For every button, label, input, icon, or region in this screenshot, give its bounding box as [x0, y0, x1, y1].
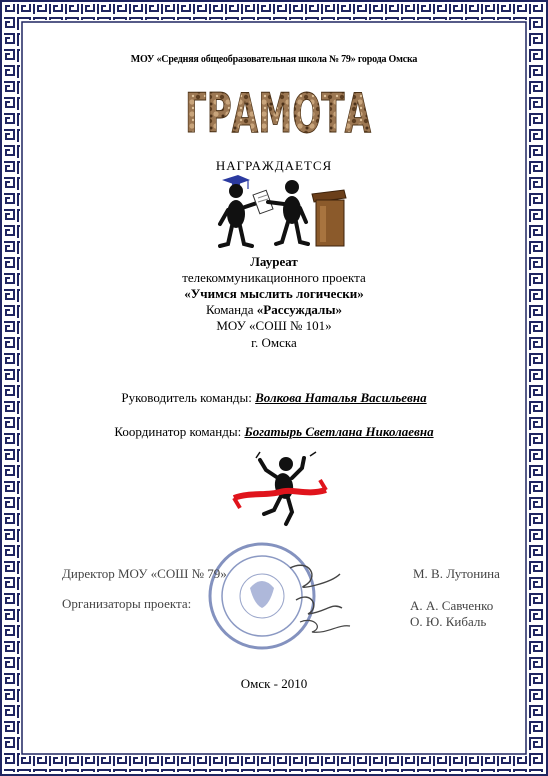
team-leader: [0, 390, 548, 406]
title-text: ГРАМОТА: [185, 82, 372, 145]
team-line: [0, 302, 548, 318]
awarded-heading: НАГРАЖДАЕТСЯ: [215, 158, 333, 173]
school-short: МОУ «СОШ № 101»: [216, 318, 332, 333]
runner-finish-icon: [230, 452, 330, 528]
coordinator-name: Богатырь Светлана Николаевна: [244, 424, 434, 439]
city: г. Омска: [251, 335, 297, 350]
team-prefix: Команда: [206, 302, 257, 317]
organizers-label: Организаторы проекта:: [62, 596, 192, 611]
place-year: Омск - 2010: [240, 676, 308, 691]
leader-label: Руководитель команды:: [121, 390, 256, 405]
coordinator-label: Координатор команды:: [114, 424, 245, 439]
director-name: М. В. Лутонина: [413, 566, 500, 581]
official-stamp: [200, 538, 360, 656]
school-header: МОУ «Средняя общеобразовательная школа № 79» города Омска: [130, 54, 418, 65]
presenter-figure-icon: [268, 180, 308, 244]
award-clipart: [212, 172, 352, 250]
project-name: «Учимся мыслить логически»: [184, 286, 364, 301]
organizer-2: О. Ю. Кибаль: [410, 614, 487, 629]
team-coordinator: [0, 424, 548, 440]
podium-icon: [312, 190, 346, 246]
graduate-figure-icon: [220, 175, 260, 246]
project-line: телекоммуникационного проекта: [182, 270, 366, 285]
director-label: Директор МОУ «СОШ № 79»: [62, 566, 227, 581]
document-title: [183, 82, 373, 145]
organizer-1: А. А. Савченко: [410, 598, 494, 613]
leader-name: Волкова Наталья Васильевна: [255, 390, 427, 405]
laureate-title: Лауреат: [250, 254, 298, 269]
team-name: «Рассуждалы»: [256, 302, 342, 317]
